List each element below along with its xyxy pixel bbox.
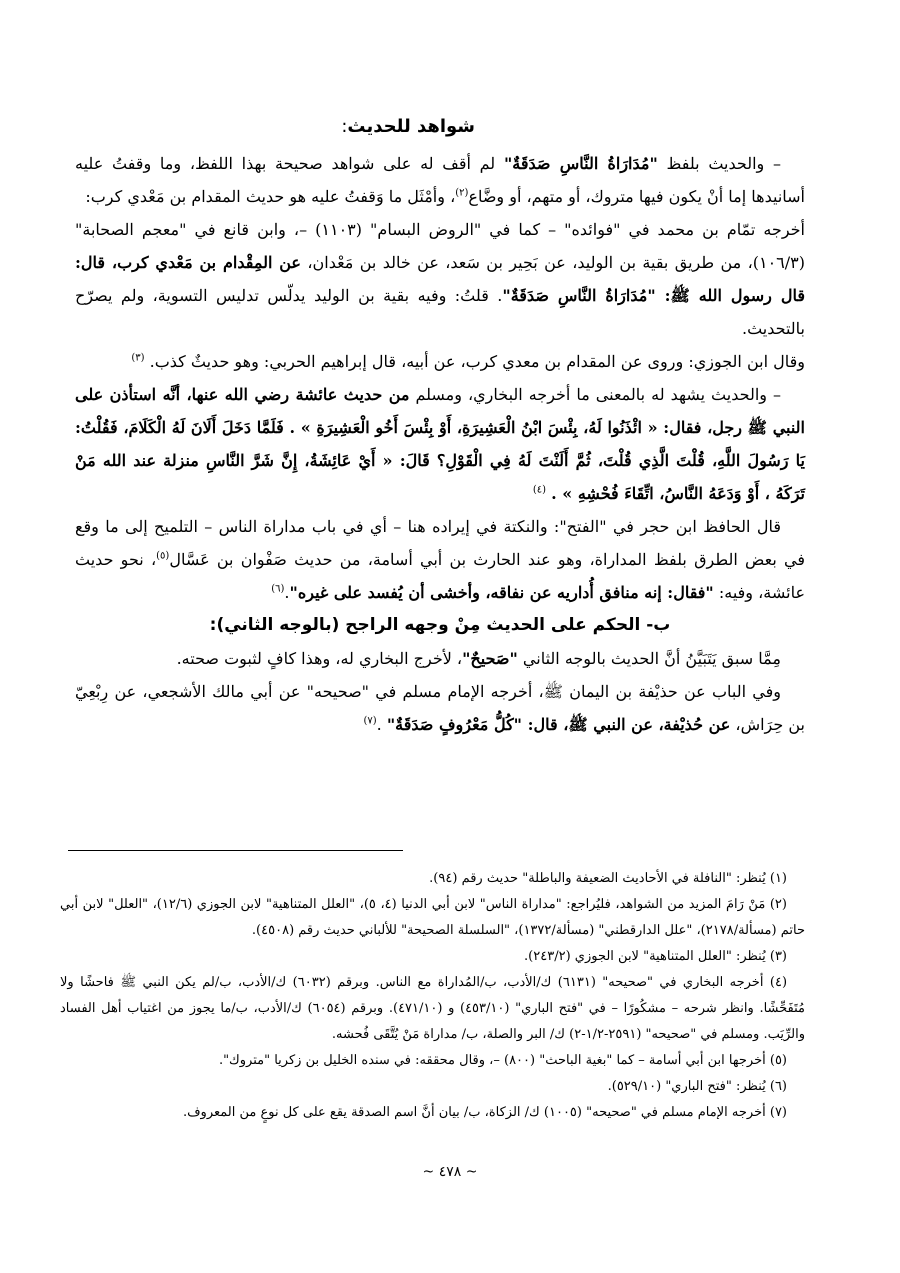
footnote-5: (٥) أخرجها ابن أبي أسامة – كما "بغية الباحث" (٨٠٠) –، وقال محققه: في سنده الخليل بن زكريا "متروك". (218, 1053, 787, 1068)
paragraph-1: – والحديث بلفظ "مُدَارَاةُ النَّاسِ صَدَقَةٌ" لم أقف له على شواهد صحيحة بهذا اللفظ، وما وقفتُ عليه أسانيدها إما أنْ يكون فيها متروك، أو متهم، أو وضَّاع$^{(٢)}$، وأمْثَل ما وَقفتُ عليه هو حديث المقدام بن مَعْدي كرب: (75, 154, 805, 206)
footnote-ref[interactable]: (٥) (156, 550, 170, 562)
paragraph-3: وقال ابن الجوزي: وروى عن المقدام بن معدي كرب، عن أبيه، قال إبراهيم الحربي: وهو حديثٌ كذب. $^{(٣)}$ (131, 352, 805, 371)
footnote-separator (68, 850, 403, 851)
footnote-ref[interactable]: (٧) (363, 715, 377, 727)
paragraph-6: مِمَّا سبق يَتَبَيَّنُ أنَّ الحديث بالوجه الثاني "صَحيحٌ"، لأخرج البخاري له، وهذا كافٍ لثبوت صحته. (176, 649, 781, 668)
main-text (75, 110, 805, 741)
subsection-title: ب- الحكم على الحديث مِنْ وجهه الراجح (بالوجه الثاني): (209, 615, 671, 635)
footnote-ref[interactable]: (٢) (455, 187, 469, 199)
section-title: شواهد للحديث: (341, 116, 475, 137)
paragraph-7: وفي الباب عن حذيْفة بن اليمان ﷺ، أخرجه الإمام مسلم في "صحيحه" عن أبي مالك الأشجعي، عن رِبْعِيّ بن حِرَاش، عن حُذيْفة، عن النبي ﷺ، قال: "كُلُّ مَعْرُوفٍ صَدَقَةٌ" .$^{(٧)}$ (75, 682, 805, 734)
paragraph-2: أخرجه تمّام بن محمد في "فوائده" – كما في "الروض البسام" (١١٠٣) –، وابن قانع في "معجم الصحابة" (١٠٦/٣)، من طريق بقية بن الوليد، عن بَحِير بن سَعد، عن خالد بن مَعْدان، عن المِقْدام بن مَعْدي كرب، قال: قال رسول الله ﷺ: "مُدَارَاةُ النَّاسِ صَدَقَةٌ". قلتُ: وفيه بقية بن الوليد يدلّس تدليس التسوية، ولم يصرّح بالتحديث. (75, 220, 805, 338)
footnote-1: (١) يُنظر: "النافلة في الأحاديث الضعيفة والباطلة" حديث رقم (٩٤). (429, 871, 787, 886)
paragraph-5: قال الحافظ ابن حجر في "الفتح": والنكتة في إيراده هنا – أي في باب مداراة الناس – التلميح إلى ما وقع في بعض الطرق بلفظ المداراة، وهو عند الحارث بن أبي أسامة، من حديث صَفْوان بن عَسَّال$^{(٥)}$، نحو حديث عائشة، وفيه: "فقال: إنه منافق أُداريه عن نفاقه، وأخشى أن يُفسد على غيره".$^{(٦)}$ (75, 517, 805, 602)
footnote-3: (٣) يُنظر: "العلل المتناهية" لابن الجوزي (٢٤٣/٢). (524, 949, 787, 964)
paragraph-4: – والحديث يشهد له بالمعنى ما أخرجه البخاري، ومسلم من حديث عائشة رضي الله عنها، أنَّه استأذن على النبي ﷺ رجل، فقال: « ائْذَنُوا لَهُ، بِئْسَ ابْنُ الْعَشِيرَةِ، أَوْ بِئْسَ أَخُو الْعَشِيرَةِ » . فَلَمَّا دَخَلَ أَلَانَ لَهُ الْكَلَامَ، فَقُلْتُ: يَا رَسُولَ اللَّهِ، قُلْتَ الَّذِي قُلْتَ، ثُمَّ أَلَنْتَ لَهُ فِي الْقَوْلِ؟ قَالَ: « أَيْ عَائِشَةُ، إِنَّ شَرَّ النَّاسِ منزلة عند الله مَنْ تَرَكَهُ ، أَوْ وَدَعَهُ النَّاسُ، اتِّقَاءَ فُحْشِهِ » . $^{(٤)}$ (75, 385, 806, 503)
footnote-4: (٤) أخرجه البخاري في "صحيحه" (٦١٣١) ك/الأدب، ب/المُداراة مع الناس. وبرقم (٦٠٣٢) ك/الأدب، ب/لم يكن النبي ﷺ فاحشًا ولا مُتَفَحِّشًا. وانظر شرحه – مشكُورًا – في "فتح الباري" (٤٥٣/١٠) و (٤٧١/١٠). وبرقم (٦٠٥٤) ك/الأدب، ب/ما يجوز من اغتياب أهل الفساد والرِّيَب. ومسلم في "صحيحه" (٢٥٩١-١/٢-٢) ك/ البر والصلة، ب/ مداراة مَنْ يُتَّقَى فُحشه. (60, 975, 806, 1042)
footnote-ref[interactable]: (٤) (532, 484, 547, 496)
footnote-7: (٧) أخرجه الإمام مسلم في "صحيحه" (١٠٠٥) ك/ الزكاة، ب/ بيان أنَّ اسم الصدقة يقع على كل نوعٍ من المعروف. (182, 1105, 787, 1120)
footnote-ref[interactable]: (٦) (271, 583, 285, 595)
page-number: ~ ٤٧٨ ~ (422, 1164, 478, 1180)
footnote-2: (٢) مَنْ رَامَ المزيد من الشواهد، فليُراجع: "مداراة الناس" لابن أبي الدنيا (٤، ٥)، "العلل المتناهية" لابن الجوزي (١٢/٦)، "العلل" لابن أبي حاتم (مسألة/٢١٧٨)، "علل الدارقطني" (مسألة/١٣٧٢)، "السلسلة الصحيحة" للألباني حديث رقم (٤٥٠٨). (60, 897, 805, 938)
footnotes (60, 866, 805, 1126)
footnote-ref[interactable]: (٣) (131, 352, 145, 364)
footnote-6: (٦) يُنظر: "فتح الباري" (٥٢٩/١٠). (607, 1079, 787, 1094)
